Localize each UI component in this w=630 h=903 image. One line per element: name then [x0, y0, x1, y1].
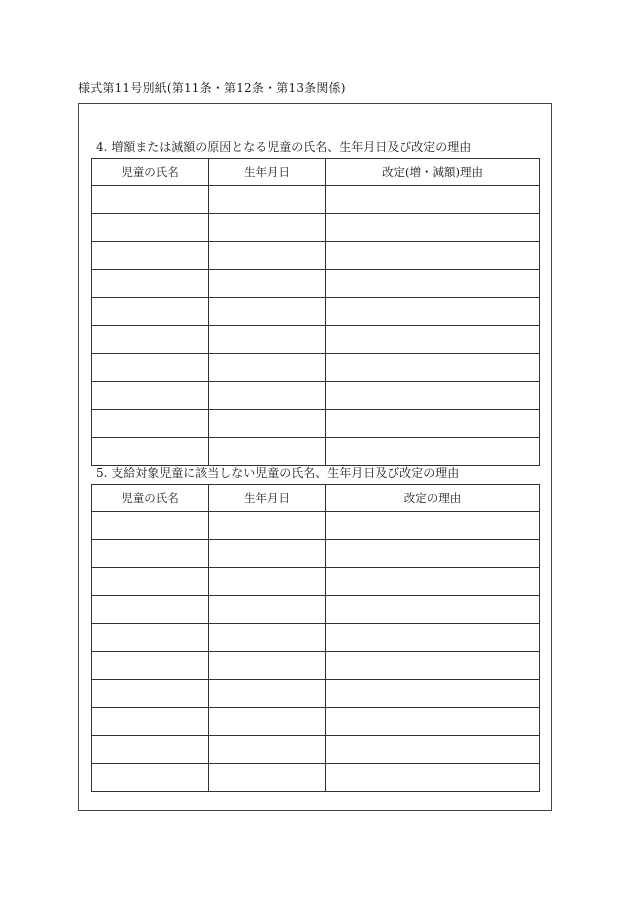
child-name-cell[interactable] — [92, 736, 209, 764]
birth-date-cell[interactable] — [209, 298, 326, 326]
section-5-title: 5. 支給対象児童に該当しない児童の氏名、生年月日及び改定の理由 — [96, 466, 460, 480]
birth-date-cell[interactable] — [209, 410, 326, 438]
child-name-cell[interactable] — [92, 354, 209, 382]
child-name-cell[interactable] — [92, 214, 209, 242]
child-name-cell[interactable] — [92, 652, 209, 680]
child-name-cell[interactable] — [92, 270, 209, 298]
revision-reason-cell[interactable] — [326, 410, 540, 438]
table-row — [92, 214, 540, 242]
birth-date-cell[interactable] — [209, 764, 326, 792]
child-name-cell[interactable] — [92, 242, 209, 270]
birth-date-cell[interactable] — [209, 540, 326, 568]
revision-reason-cell[interactable] — [326, 326, 540, 354]
table-row — [92, 298, 540, 326]
table-row — [92, 652, 540, 680]
table-row — [92, 326, 540, 354]
revision-reason-cell[interactable] — [326, 652, 540, 680]
revision-reason-cell[interactable] — [326, 438, 540, 466]
table-row — [92, 410, 540, 438]
table-row — [92, 736, 540, 764]
section-5-table — [91, 484, 540, 792]
birth-date-cell[interactable] — [209, 214, 326, 242]
birth-date-cell[interactable] — [209, 512, 326, 540]
revision-reason-cell[interactable] — [326, 708, 540, 736]
table-row — [92, 438, 540, 466]
child-name-cell[interactable] — [92, 680, 209, 708]
table-row — [92, 512, 540, 540]
birth-date-cell[interactable] — [209, 354, 326, 382]
revision-reason-cell[interactable] — [326, 270, 540, 298]
section-4-table — [91, 158, 540, 466]
birth-date-cell[interactable] — [209, 736, 326, 764]
table-header-row — [92, 485, 540, 512]
header-child-name: 児童の氏名 — [92, 485, 209, 512]
birth-date-cell[interactable] — [209, 326, 326, 354]
header-revision-reason: 改定(増・減額)理由 — [326, 159, 540, 186]
table-row — [92, 540, 540, 568]
child-name-cell[interactable] — [92, 540, 209, 568]
header-birth-date: 生年月日 — [209, 159, 326, 186]
header-birth-date: 生年月日 — [209, 485, 326, 512]
child-name-cell[interactable] — [92, 438, 209, 466]
revision-reason-cell[interactable] — [326, 680, 540, 708]
child-name-cell[interactable] — [92, 512, 209, 540]
birth-date-cell[interactable] — [209, 382, 326, 410]
form-identifier: 様式第11号別紙(第11条・第12条・第13条関係) — [78, 81, 346, 95]
revision-reason-cell[interactable] — [326, 214, 540, 242]
revision-reason-cell[interactable] — [326, 596, 540, 624]
birth-date-cell[interactable] — [209, 596, 326, 624]
child-name-cell[interactable] — [92, 596, 209, 624]
table-row — [92, 708, 540, 736]
revision-reason-cell[interactable] — [326, 382, 540, 410]
table-header-row — [92, 159, 540, 186]
birth-date-cell[interactable] — [209, 652, 326, 680]
child-name-cell[interactable] — [92, 382, 209, 410]
child-name-cell[interactable] — [92, 410, 209, 438]
birth-date-cell[interactable] — [209, 186, 326, 214]
table-row — [92, 568, 540, 596]
section-4-title: 4. 増額または減額の原因となる児童の氏名、生年月日及び改定の理由 — [96, 140, 472, 154]
birth-date-cell[interactable] — [209, 270, 326, 298]
birth-date-cell[interactable] — [209, 708, 326, 736]
revision-reason-cell[interactable] — [326, 298, 540, 326]
revision-reason-cell[interactable] — [326, 512, 540, 540]
child-name-cell[interactable] — [92, 568, 209, 596]
revision-reason-cell[interactable] — [326, 736, 540, 764]
table-row — [92, 764, 540, 792]
birth-date-cell[interactable] — [209, 680, 326, 708]
table-row — [92, 624, 540, 652]
table-row — [92, 242, 540, 270]
header-revision-reason: 改定の理由 — [326, 485, 540, 512]
child-name-cell[interactable] — [92, 298, 209, 326]
birth-date-cell[interactable] — [209, 568, 326, 596]
header-child-name: 児童の氏名 — [92, 159, 209, 186]
revision-reason-cell[interactable] — [326, 624, 540, 652]
birth-date-cell[interactable] — [209, 624, 326, 652]
child-name-cell[interactable] — [92, 708, 209, 736]
birth-date-cell[interactable] — [209, 242, 326, 270]
table-row — [92, 354, 540, 382]
table-row — [92, 596, 540, 624]
child-name-cell[interactable] — [92, 764, 209, 792]
table-row — [92, 186, 540, 214]
revision-reason-cell[interactable] — [326, 242, 540, 270]
table-row — [92, 270, 540, 298]
birth-date-cell[interactable] — [209, 438, 326, 466]
revision-reason-cell[interactable] — [326, 186, 540, 214]
revision-reason-cell[interactable] — [326, 540, 540, 568]
revision-reason-cell[interactable] — [326, 568, 540, 596]
revision-reason-cell[interactable] — [326, 764, 540, 792]
table-row — [92, 680, 540, 708]
child-name-cell[interactable] — [92, 186, 209, 214]
table-row — [92, 382, 540, 410]
child-name-cell[interactable] — [92, 326, 209, 354]
revision-reason-cell[interactable] — [326, 354, 540, 382]
child-name-cell[interactable] — [92, 624, 209, 652]
